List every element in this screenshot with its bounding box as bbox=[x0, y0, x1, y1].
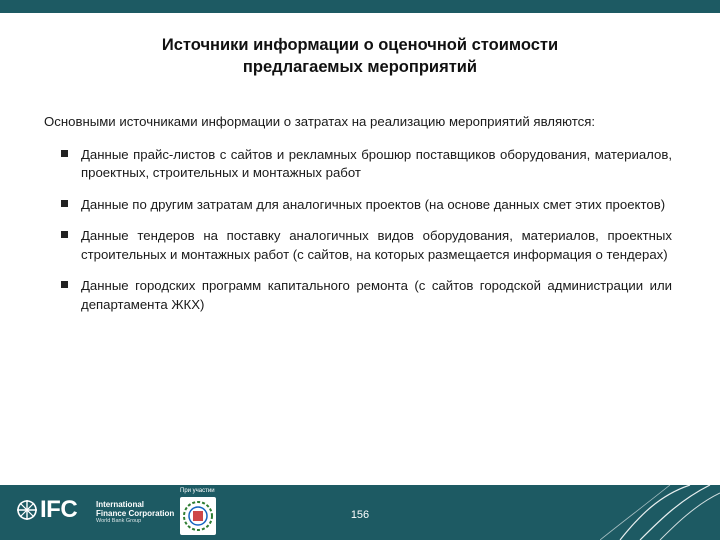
ifc-logo-line-1: International bbox=[96, 500, 145, 509]
partner-caption: При участии bbox=[180, 488, 215, 494]
ifc-logo bbox=[16, 497, 176, 527]
header-bar bbox=[0, 0, 720, 13]
bullet-text: Данные по другим затратам для аналогичных проектов (на основе данных смет этих проектов) bbox=[81, 196, 666, 212]
square-bullet-icon bbox=[61, 200, 68, 207]
bullet-item bbox=[44, 146, 672, 183]
world-bank-globe-icon bbox=[16, 499, 38, 521]
bullet-item bbox=[44, 227, 672, 264]
partner-emblem bbox=[180, 497, 216, 535]
bullet-text: Данные прайс-листов с сайтов и рекламных брошюр поставщиков оборудования, материалов, проектных, строительных и монтажных работ bbox=[81, 146, 672, 180]
page-number: 156 bbox=[350, 509, 370, 521]
slide-title bbox=[0, 34, 720, 78]
bullet-list bbox=[44, 146, 672, 315]
ifc-logo-line-2: Finance Corporation bbox=[96, 509, 175, 518]
ifc-logo-text: IFC bbox=[40, 496, 78, 523]
square-bullet-icon bbox=[61, 231, 68, 238]
bullet-item bbox=[44, 196, 672, 215]
decorative-curves bbox=[600, 485, 720, 540]
square-bullet-icon bbox=[61, 150, 68, 157]
intro-paragraph: Основными источниками информации о затратах на реализацию мероприятий являются: bbox=[44, 114, 596, 129]
bullet-text: Данные городских программ капитального ремонта (с сайтов городской администрации или департамента ЖКХ) bbox=[81, 278, 672, 312]
slide-title-line-2: предлагаемых мероприятий bbox=[242, 58, 478, 76]
bullet-text: Данные тендеров на поставку аналогичных видов оборудования, материалов, проектных строительных и монтажных работ (с сайтов, на которых размещается информация о тендерах) bbox=[81, 228, 672, 262]
square-bullet-icon bbox=[61, 281, 68, 288]
bullet-item bbox=[44, 277, 672, 314]
partner-seal-icon bbox=[180, 497, 216, 535]
ifc-logo-line-3: World Bank Group bbox=[96, 518, 142, 524]
footer-bar bbox=[0, 485, 720, 540]
slide-body bbox=[44, 113, 672, 327]
slide-title-line-1: Источники информации о оценочной стоимости bbox=[161, 36, 559, 54]
ifc-logo-caption bbox=[96, 500, 174, 525]
